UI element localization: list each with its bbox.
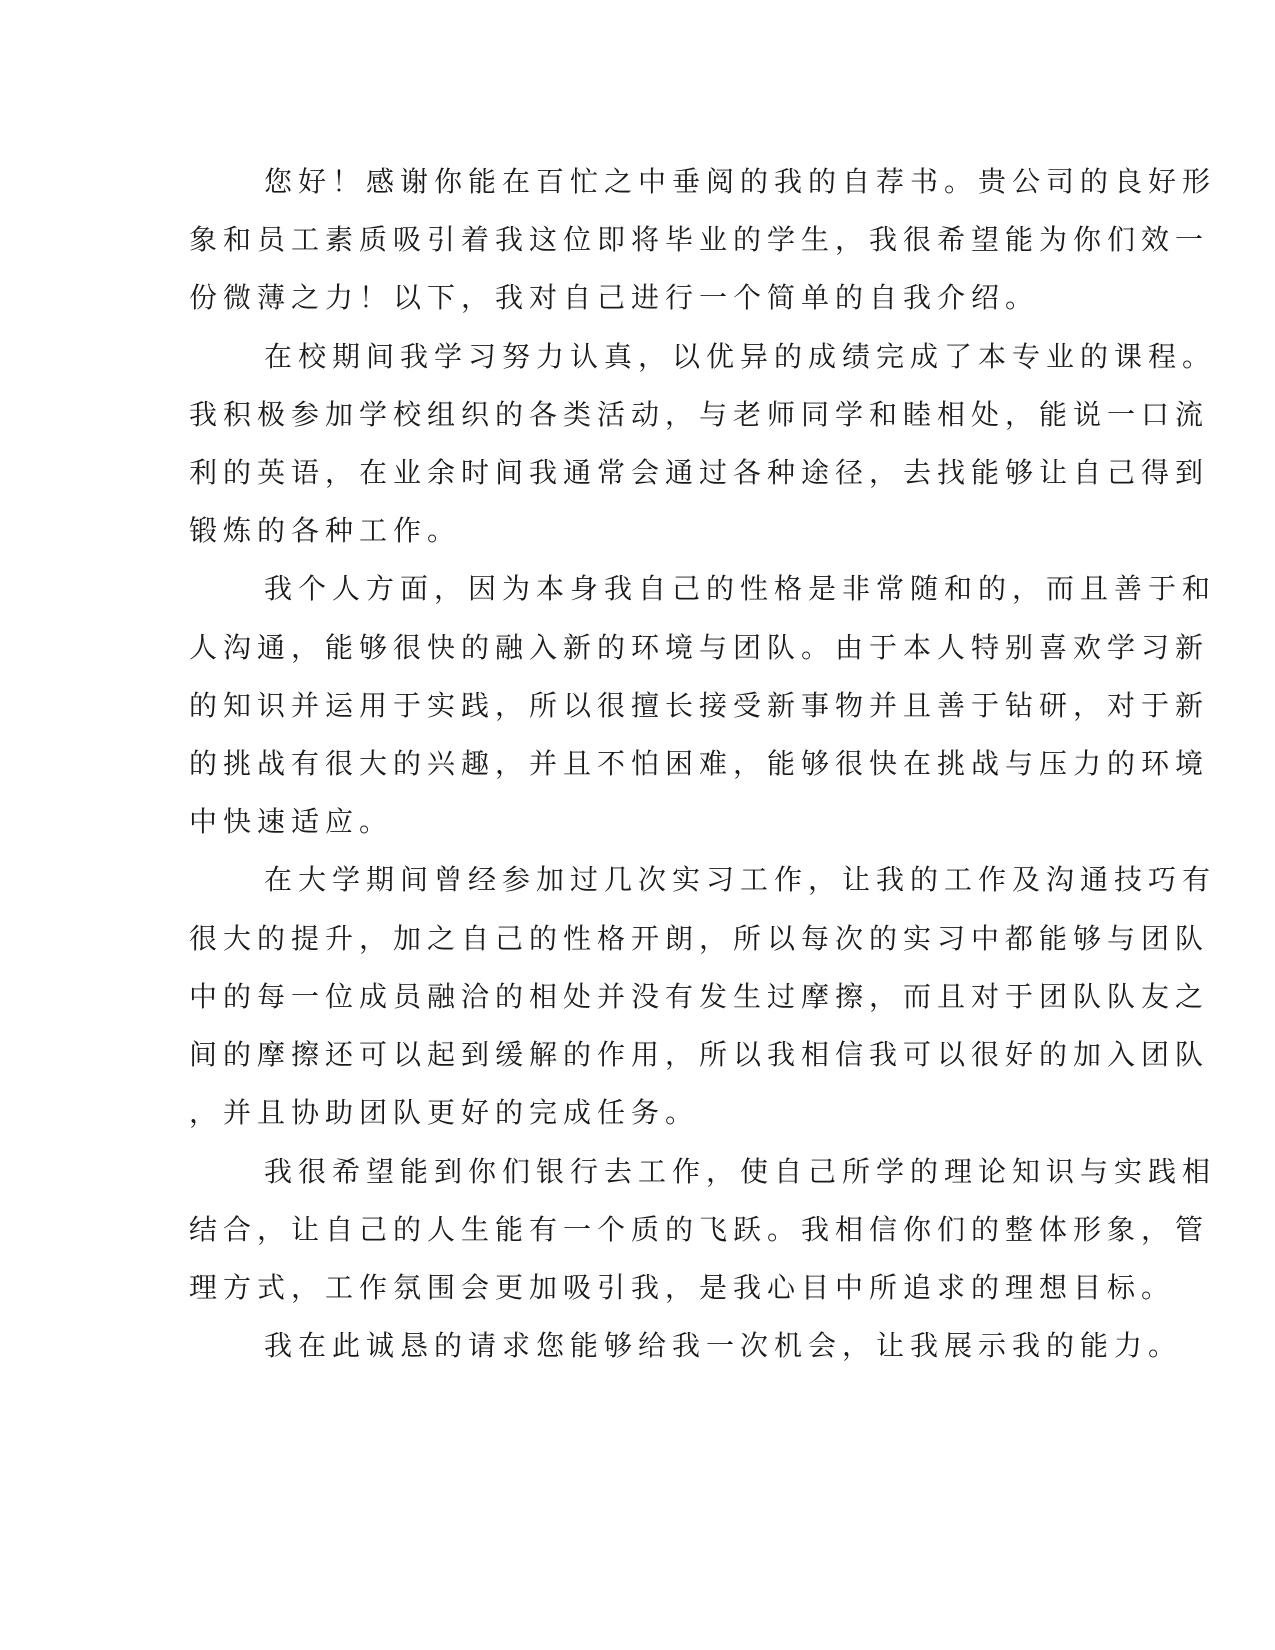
paragraph-line: 的挑战有很大的兴趣，并且不怕困难，能够很快在挑战与压力的环境: [189, 747, 1210, 780]
paragraph-line: 中的每一位成员融洽的相处并没有发生过摩擦，而且对于团队队友之: [189, 980, 1210, 1013]
paragraph-line: 我个人方面，因为本身我自己的性格是非常随和的，而且善于和: [264, 572, 1217, 605]
paragraph-line: 您好！感谢你能在百忙之中垂阅的我的自荐书。贵公司的良好形: [264, 165, 1217, 198]
paragraph-line: 间的摩擦还可以起到缓解的作用，所以我相信我可以很好的加入团队: [189, 1038, 1210, 1071]
paragraph-line: ，并且协助团队更好的完成任务。: [189, 1096, 700, 1129]
paragraph-line: 人沟通，能够很快的融入新的环境与团队。由于本人特别喜欢学习新: [189, 631, 1210, 664]
paragraph-line: 在校期间我学习努力认真，以优异的成绩完成了本专业的课程。: [264, 340, 1217, 373]
paragraph-line: 象和员工素质吸引着我这位即将毕业的学生，我很希望能为你们效一: [189, 223, 1210, 256]
paragraph-line: 很大的提升，加之自己的性格开朗，所以每次的实习中都能够与团队: [189, 922, 1210, 955]
paragraph-line: 中快速适应。: [189, 805, 394, 838]
paragraph-line: 我积极参加学校组织的各类活动，与老师同学和睦相处，能说一口流: [189, 398, 1210, 431]
paragraph-line: 理方式，工作氛围会更加吸引我，是我心目中所追求的理想目标。: [189, 1271, 1176, 1304]
paragraph-line: 结合，让自己的人生能有一个质的飞跃。我相信你们的整体形象，管: [189, 1213, 1210, 1246]
paragraph-line: 我很希望能到你们银行去工作，使自己所学的理论知识与实践相: [264, 1155, 1217, 1188]
paragraph-line: 我在此诚恳的请求您能够给我一次机会，让我展示我的能力。: [264, 1329, 1183, 1362]
paragraph-line: 份微薄之力！以下，我对自己进行一个简单的自我介绍。: [189, 281, 1040, 314]
paragraph-line: 在大学期间曾经参加过几次实习工作，让我的工作及沟通技巧有: [264, 863, 1217, 896]
paragraph-line: 利的英语，在业余时间我通常会通过各种途径，去找能够让自己得到: [189, 456, 1210, 489]
paragraph-line: 锻炼的各种工作。: [189, 514, 462, 547]
paragraph-line: 的知识并运用于实践，所以很擅长接受新事物并且善于钻研，对于新: [189, 689, 1210, 722]
